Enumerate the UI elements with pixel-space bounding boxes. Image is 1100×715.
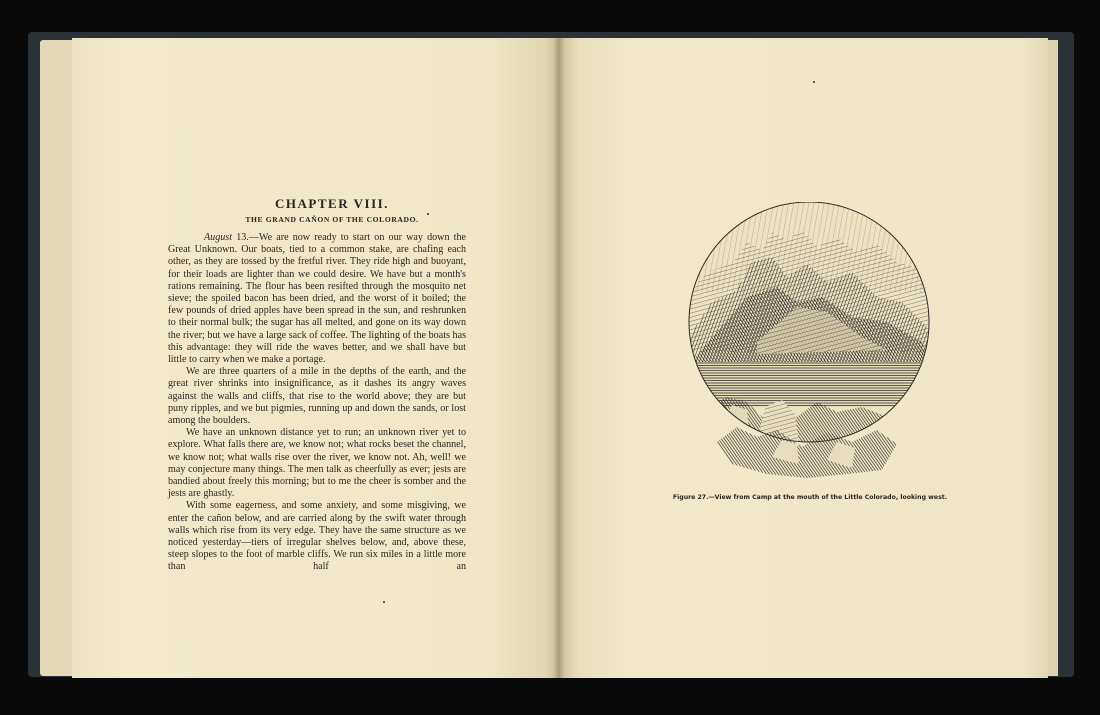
paper-speck [427, 213, 429, 215]
circular-engraving-illustration [687, 202, 931, 480]
paragraph-3: We have an unknown distance yet to run; an unknown river yet to explore. What falls there are, we know not; what rocks beset the channel, we know not; what walls rise over the river, we know not. Ah, well! we may conjecture many things. The men talk as cheerfully as ever; jests are bandied about freely this morning; but to me the cheer is somber and the jests are ghastly. [168, 427, 466, 500]
chapter-subtitle: THE GRAND CAÑON OF THE COLORADO. [245, 215, 419, 224]
book-gutter [553, 38, 565, 678]
page-edges-left [40, 40, 74, 676]
paper-speck [813, 81, 815, 83]
paragraph-2: We are three quarters of a mile in the depths of the earth, and the great river shrinks into insignificance, as it dashes its angry waves against the walls and cliffs, that rise to the world above; they are but puny ripples, and we but pigmies, running up and down the sands, or lost among the boulders. [168, 366, 466, 427]
paragraph-1 [168, 232, 466, 366]
paragraph-date: August [204, 232, 233, 243]
paragraph-1-text: 13.—We are now ready to start on our way down the Great Unknown. Our boats, tied to a common stake, are chafing each other, as they are tossed by the fretful river. They ride high and buoyant, for their loads are lighter than we could desire. We have but a month's rations remaining. The flour has been resifted through the mosquito net sieve; the spoiled bacon has been dried, and the worst of it boiled; the few pounds of dried apples have been spread in the sun, and reshrunken to their normal bulk; the sugar has all melted, and gone on its way down the river; but we have a large sack of coffee. The lighting of the boats has this advantage: they will ride the waves better, and we shall have but little to carry when we make a portage. [168, 232, 466, 366]
paper-speck [383, 601, 385, 603]
figure-caption: Figure 27.—View from Camp at the mouth of the Little Colorado, looking west. [672, 494, 948, 501]
chapter-title: CHAPTER VIII. [275, 196, 389, 211]
body-text [168, 232, 466, 574]
paragraph-4: With some eagerness, and some anxiety, and some misgiving, we enter the cañon below, and are carried along by the swift water through walls which rise from its very edge. They have the same structure as we noticed yesterday—tiers of irregular shelves below, and, above these, steep slopes to the foot of marble cliffs. We run six miles in a little more than half an [168, 500, 466, 573]
